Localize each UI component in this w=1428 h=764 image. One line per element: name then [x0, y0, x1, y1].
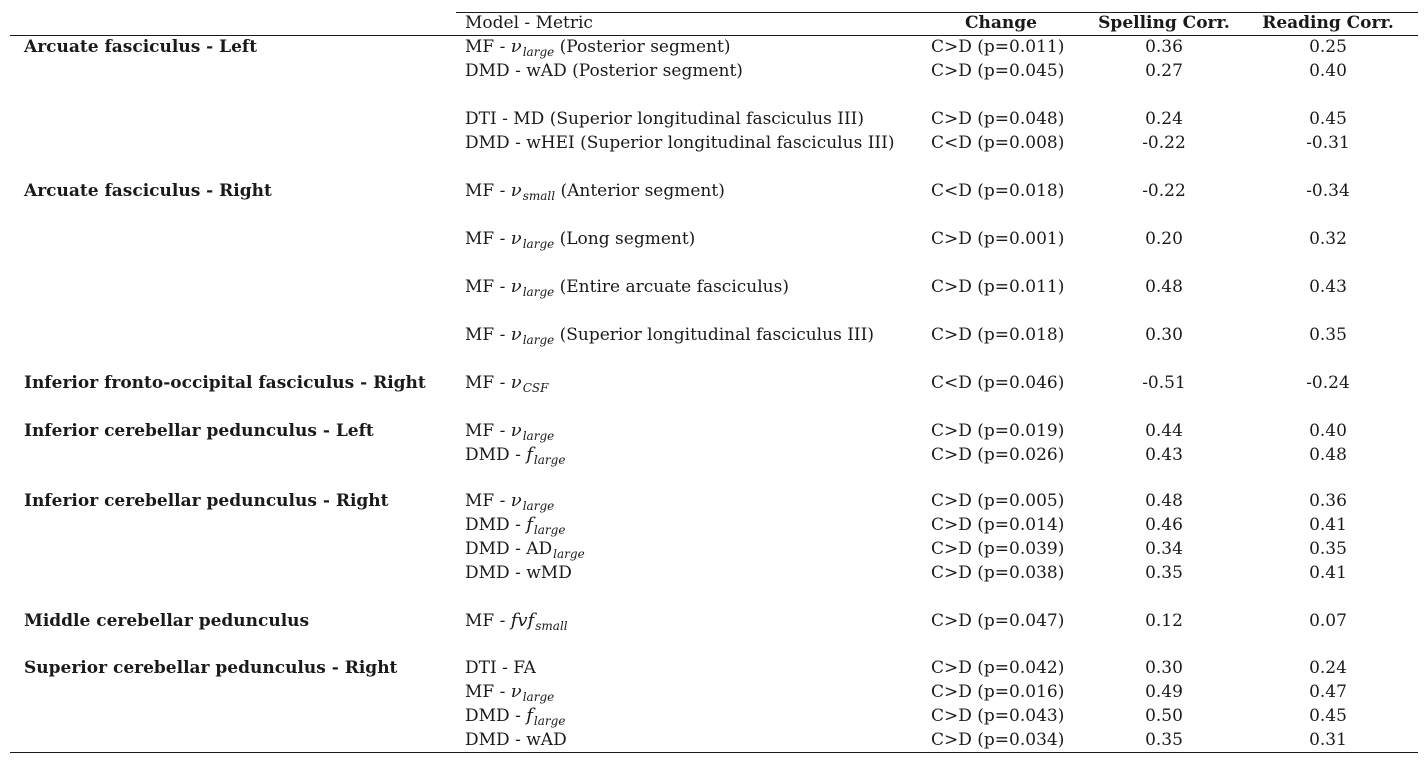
row-change: C>D (p=0.011)	[931, 277, 1065, 297]
row-spelling-corr: 0.20	[1145, 229, 1183, 249]
row-change: C>D (p=0.019)	[931, 421, 1065, 441]
row-reading-corr: -0.31	[1306, 133, 1350, 153]
separator: -	[494, 682, 511, 702]
row-spelling-corr: 0.12	[1145, 611, 1183, 631]
model-name: DMD	[465, 133, 510, 153]
model-name: DMD	[465, 706, 510, 726]
metric-symbol: f	[526, 705, 533, 726]
table-row	[0, 419, 1428, 443]
metric-symbol: f	[526, 444, 533, 465]
row-reading-corr: 0.36	[1309, 491, 1347, 511]
separator: -	[509, 61, 527, 81]
row-group-label: Inferior fronto-occipital fasciculus - Right	[24, 373, 426, 393]
row-model-metric	[465, 704, 565, 728]
row-reading-corr: -0.24	[1306, 373, 1350, 393]
separator: -	[494, 421, 511, 441]
separator: -	[509, 563, 527, 583]
row-change: C>D (p=0.011)	[931, 37, 1065, 57]
row-reading-corr: 0.35	[1309, 539, 1347, 559]
row-spelling-corr: 0.27	[1145, 61, 1183, 81]
table-row	[0, 59, 1428, 83]
model-name: DMD	[465, 515, 510, 535]
row-group-label: Superior cerebellar pedunculus - Right	[24, 658, 398, 678]
row-model-metric	[465, 131, 894, 155]
separator: -	[494, 611, 511, 631]
header-spelling-corr: Spelling Corr.	[1098, 13, 1230, 33]
model-name: MF	[465, 491, 495, 511]
metric-symbol: ν	[510, 276, 522, 297]
row-spelling-corr: 0.36	[1145, 37, 1183, 57]
table-row	[0, 227, 1428, 251]
row-change: C>D (p=0.042)	[931, 658, 1065, 678]
model-name: MF	[465, 325, 495, 345]
row-spelling-corr: 0.48	[1145, 277, 1183, 297]
row-spelling-corr: 0.43	[1145, 445, 1183, 465]
table-row	[0, 489, 1428, 513]
model-name: MF	[465, 682, 495, 702]
separator: -	[496, 109, 514, 129]
table-row	[0, 680, 1428, 704]
metric-symbol: ν	[510, 180, 522, 201]
row-change: C>D (p=0.034)	[931, 730, 1065, 750]
metric-symbol: AD	[526, 539, 553, 559]
row-change: C>D (p=0.005)	[931, 491, 1065, 511]
separator: -	[494, 325, 511, 345]
row-model-metric	[465, 35, 730, 59]
row-reading-corr: 0.35	[1309, 325, 1347, 345]
table-row	[0, 561, 1428, 585]
row-reading-corr: 0.24	[1309, 658, 1347, 678]
metric-subscript: CSF	[522, 381, 549, 395]
separator: -	[509, 539, 527, 559]
model-name: DMD	[465, 730, 510, 750]
model-name: DMD	[465, 445, 510, 465]
table-row	[0, 275, 1428, 299]
metric-subscript: large	[533, 453, 566, 467]
row-spelling-corr: 0.44	[1145, 421, 1183, 441]
row-spelling-corr: 0.24	[1145, 109, 1183, 129]
table-row	[0, 35, 1428, 59]
model-name: DMD	[465, 539, 510, 559]
table-row	[0, 131, 1428, 155]
row-change: C<D (p=0.008)	[931, 133, 1065, 153]
row-spelling-corr: 0.46	[1145, 515, 1183, 535]
row-change: C<D (p=0.018)	[931, 181, 1065, 201]
row-spelling-corr: 0.50	[1145, 706, 1183, 726]
metric-name: wHEI (Superior longitudinal fasciculus III)	[526, 133, 895, 153]
row-change: C>D (p=0.014)	[931, 515, 1065, 535]
metric-symbol: ν	[510, 324, 522, 345]
row-group-label: Inferior cerebellar pedunculus - Left	[24, 421, 374, 441]
row-model-metric	[465, 728, 567, 752]
model-name: DMD	[465, 563, 510, 583]
row-change: C>D (p=0.018)	[931, 325, 1065, 345]
row-model-metric	[465, 561, 572, 585]
metric-region: (Anterior segment)	[555, 181, 725, 201]
row-model-metric	[465, 371, 548, 395]
row-model-metric	[465, 680, 554, 704]
row-spelling-corr: 0.49	[1145, 682, 1183, 702]
metric-name: MD (Superior longitudinal fasciculus III)	[513, 109, 865, 129]
metric-subscript: large	[522, 429, 555, 443]
metric-name: wAD	[526, 730, 567, 750]
metric-symbol: ν	[510, 490, 522, 511]
separator: -	[509, 515, 527, 535]
row-change: C>D (p=0.047)	[931, 611, 1065, 631]
row-model-metric	[465, 275, 789, 299]
table-row	[0, 537, 1428, 561]
row-spelling-corr: 0.35	[1145, 563, 1183, 583]
row-model-metric	[465, 107, 864, 131]
model-name: MF	[465, 229, 495, 249]
table-row	[0, 609, 1428, 633]
row-change: C>D (p=0.016)	[931, 682, 1065, 702]
table-row	[0, 443, 1428, 467]
model-name: DMD	[465, 61, 510, 81]
row-reading-corr: 0.40	[1309, 421, 1347, 441]
row-change: C>D (p=0.001)	[931, 229, 1065, 249]
row-model-metric	[465, 179, 725, 203]
row-reading-corr: 0.45	[1309, 706, 1347, 726]
metric-region: (Entire arcuate fasciculus)	[554, 277, 789, 297]
separator: -	[509, 445, 527, 465]
row-spelling-corr: -0.22	[1142, 133, 1186, 153]
metric-region: (Superior longitudinal fasciculus III)	[554, 325, 874, 345]
row-reading-corr: 0.25	[1309, 37, 1347, 57]
separator: -	[494, 491, 511, 511]
table-row	[0, 513, 1428, 537]
model-name: MF	[465, 181, 495, 201]
row-reading-corr: 0.07	[1309, 611, 1347, 631]
metric-symbol: ν	[510, 420, 522, 441]
row-model-metric	[465, 537, 585, 561]
metric-name: FA	[513, 658, 536, 678]
separator: -	[496, 658, 514, 678]
row-model-metric	[465, 609, 568, 633]
row-reading-corr: 0.40	[1309, 61, 1347, 81]
separator: -	[494, 37, 511, 57]
metric-subscript: large	[533, 523, 566, 537]
metric-subscript: large	[522, 333, 555, 347]
metric-subscript: large	[522, 499, 555, 513]
row-change: C>D (p=0.045)	[931, 61, 1065, 81]
row-spelling-corr: 0.35	[1145, 730, 1183, 750]
table-row	[0, 323, 1428, 347]
model-name: MF	[465, 611, 495, 631]
header-reading-corr: Reading Corr.	[1262, 13, 1394, 33]
separator: -	[509, 730, 527, 750]
model-name: MF	[465, 37, 495, 57]
row-model-metric	[465, 419, 554, 443]
row-group-label: Inferior cerebellar pedunculus - Right	[24, 491, 389, 511]
row-spelling-corr: -0.51	[1142, 373, 1186, 393]
separator: -	[494, 181, 511, 201]
row-model-metric	[465, 489, 554, 513]
table-row	[0, 728, 1428, 752]
metric-subscript: small	[522, 189, 556, 203]
row-reading-corr: 0.41	[1309, 515, 1347, 535]
metric-subscript: large	[522, 45, 555, 59]
row-reading-corr: 0.45	[1309, 109, 1347, 129]
separator: -	[494, 373, 511, 393]
table-row	[0, 371, 1428, 395]
table-row	[0, 656, 1428, 680]
row-reading-corr: 0.31	[1309, 730, 1347, 750]
separator: -	[509, 706, 527, 726]
row-group-label: Middle cerebellar pedunculus	[24, 611, 310, 631]
row-spelling-corr: -0.22	[1142, 181, 1186, 201]
row-model-metric	[465, 513, 565, 537]
bottom-rule	[10, 752, 1418, 753]
metric-subscript: large	[522, 690, 555, 704]
row-spelling-corr: 0.48	[1145, 491, 1183, 511]
row-reading-corr: 0.41	[1309, 563, 1347, 583]
metric-subscript: large	[533, 714, 566, 728]
row-model-metric	[465, 59, 743, 83]
model-name: DTI	[465, 109, 497, 129]
metric-region: (Posterior segment)	[554, 37, 731, 57]
row-reading-corr: 0.43	[1309, 277, 1347, 297]
row-change: C>D (p=0.043)	[931, 706, 1065, 726]
row-spelling-corr: 0.30	[1145, 658, 1183, 678]
header-change: Change	[965, 13, 1037, 33]
separator: -	[494, 229, 511, 249]
metric-symbol: ν	[510, 36, 522, 57]
metric-symbol: f	[526, 514, 533, 535]
metric-region: (Long segment)	[554, 229, 696, 249]
row-group-label: Arcuate fasciculus - Right	[24, 181, 272, 201]
metric-name: wAD (Posterior segment)	[526, 61, 743, 81]
row-model-metric	[465, 323, 874, 347]
row-change: C<D (p=0.046)	[931, 373, 1065, 393]
row-change: C>D (p=0.048)	[931, 109, 1065, 129]
separator: -	[494, 277, 511, 297]
separator: -	[509, 133, 527, 153]
row-reading-corr: 0.47	[1309, 682, 1347, 702]
table-row	[0, 704, 1428, 728]
model-name: MF	[465, 277, 495, 297]
header-row	[0, 11, 1428, 35]
table-row	[0, 107, 1428, 131]
metric-subscript: small	[535, 619, 568, 633]
row-reading-corr: 0.32	[1309, 229, 1347, 249]
row-change: C>D (p=0.039)	[931, 539, 1065, 559]
row-model-metric	[465, 227, 695, 251]
metric-subscript: large	[522, 237, 555, 251]
metric-symbol: ν	[510, 372, 522, 393]
row-spelling-corr: 0.34	[1145, 539, 1183, 559]
row-spelling-corr: 0.30	[1145, 325, 1183, 345]
metric-symbol: ν	[510, 681, 522, 702]
row-model-metric	[465, 656, 536, 680]
row-reading-corr: 0.48	[1309, 445, 1347, 465]
model-name: MF	[465, 421, 495, 441]
model-name: MF	[465, 373, 495, 393]
model-name: DTI	[465, 658, 497, 678]
row-model-metric	[465, 443, 565, 467]
metric-symbol: fvf	[510, 610, 535, 631]
metric-subscript: large	[553, 547, 585, 561]
row-reading-corr: -0.34	[1306, 181, 1350, 201]
header-model-metric: Model - Metric	[465, 13, 593, 33]
metric-symbol: ν	[510, 228, 522, 249]
table-row	[0, 179, 1428, 203]
metric-subscript: large	[522, 285, 555, 299]
metric-name: wMD	[526, 563, 572, 583]
row-group-label: Arcuate fasciculus - Left	[24, 37, 258, 57]
row-change: C>D (p=0.026)	[931, 445, 1065, 465]
row-change: C>D (p=0.038)	[931, 563, 1065, 583]
